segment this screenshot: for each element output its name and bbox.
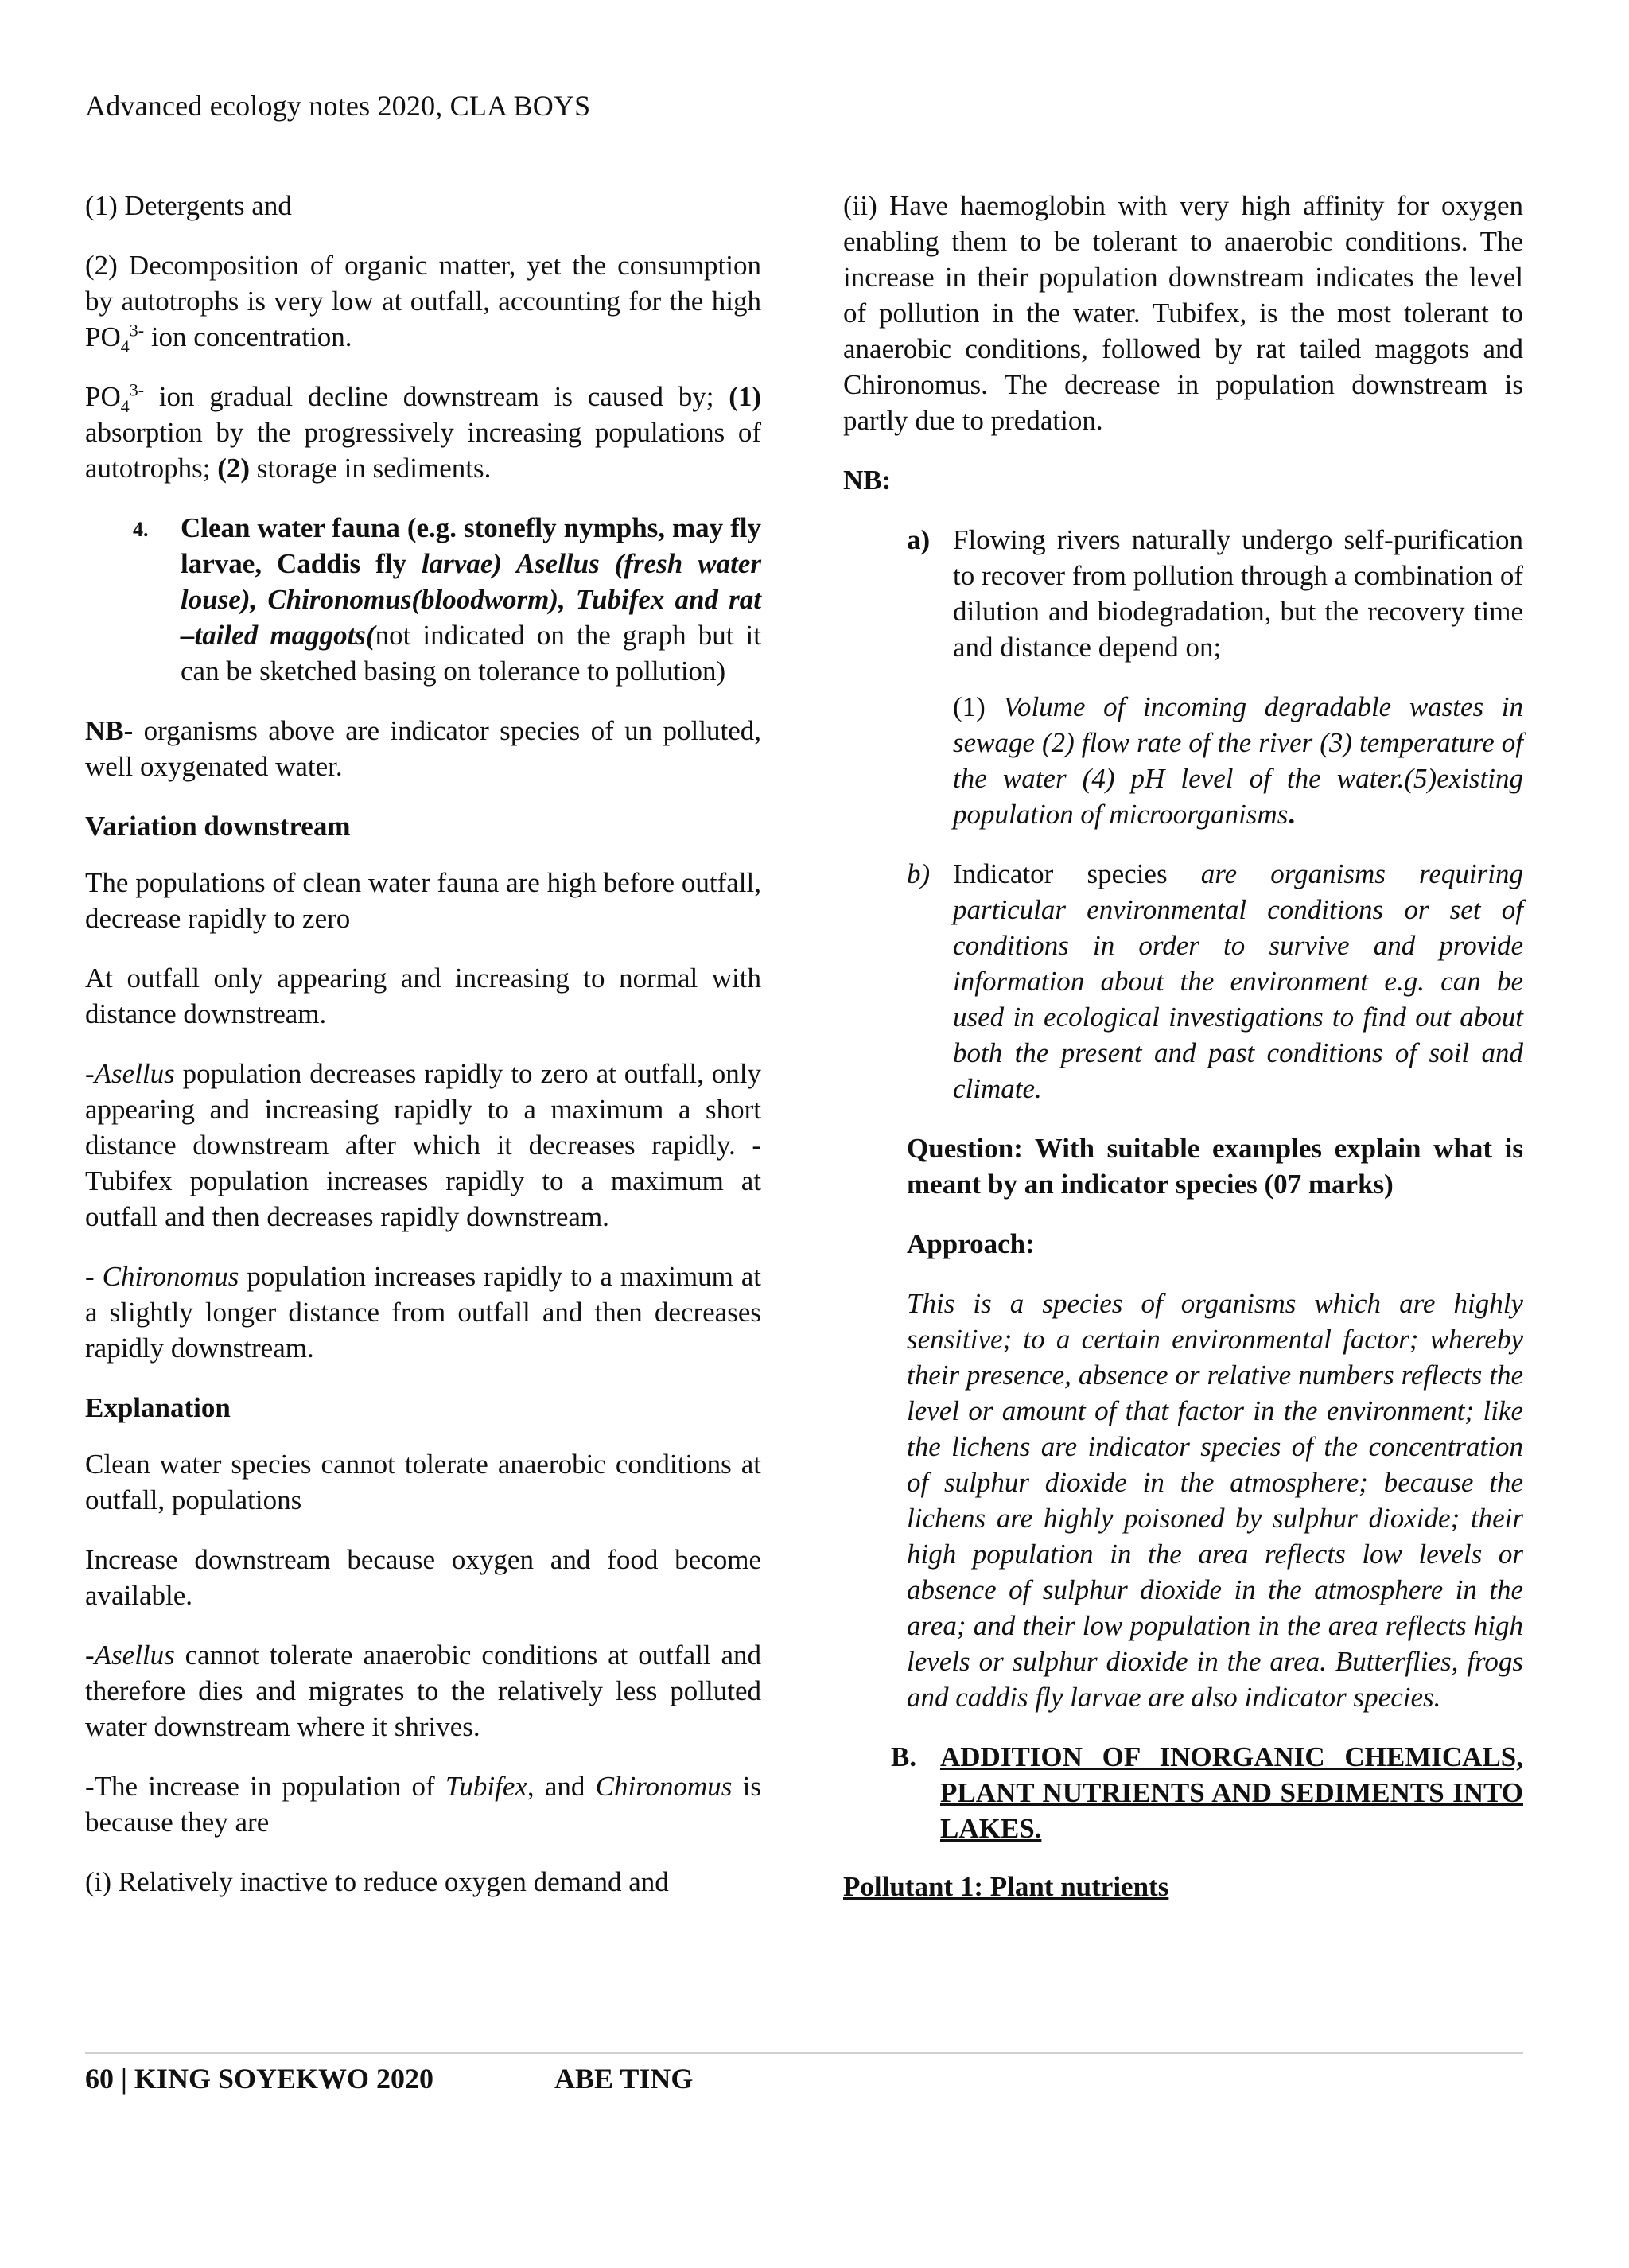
footer-right: ABE TING <box>554 2063 694 2095</box>
paragraph: Clean water species cannot tolerate anaerobic conditions at outfall, populations <box>85 1449 761 1515</box>
section-b-heading: B. ADDITION OF INORGANIC CHEMICALS, PLANT NUTRIENTS AND SEDIMENTS INTO LAKES. <box>843 1739 1523 1846</box>
paragraph: -Asellus population decreases rapidly to zero at outfall, only appearing and increasing rapidly to a maximum a short distance downstream after which it decreases rapidly. -Tubifex population increases rapidly to a maximum at outfall and then decreases rapidly downstream. <box>85 1058 761 1232</box>
note: NB- organisms above are indicator species of un polluted, well oxygenated water. <box>85 715 761 782</box>
paragraph: -The increase in population of Tubifex, and Chironomus is because they are <box>85 1771 761 1838</box>
paragraph: -Asellus cannot tolerate anaerobic conditions at outfall and therefore dies and migrates to the relatively less polluted water downstream where it shrives. <box>85 1640 761 1742</box>
paragraph: (i) Relatively inactive to reduce oxygen demand and <box>85 1866 669 1897</box>
factors-list: (1) Volume of incoming degradable wastes in sewage (2) flow rate of the river (3) temperature of the water (4) pH level of the water.(5)existing population of microorganisms. <box>953 691 1523 830</box>
paragraph: (1) Detergents and <box>85 190 292 221</box>
paragraph: At outfall only appearing and increasing to normal with distance downstream. <box>85 963 761 1029</box>
page-header: Advanced ecology notes 2020, CLA BOYS <box>85 90 591 122</box>
paragraph: $PO_4^{3-}$ ion gradual decline downstream is caused by; (1) absorption by the progressively increasing populations of autotrophs; (2) storage in sediments. <box>85 379 761 484</box>
lettered-item-a: a) Flowing rivers naturally undergo self-purification to recover from pollution through a combination of dilution and biodegradation, but the recovery time and distance depend on; <box>843 522 1523 665</box>
numbered-item-4: 4. Clean water fauna (e.g. stonefly nymphs, may fly larvae, Caddis fly larvae) Asellus (fresh water louse), Chironomus(bloodworm), Tubifex and rat –tailed maggots(not indicated on the graph but it can be sketched basing on tolerance to pollution) <box>133 512 762 687</box>
paragraph: - Chironomus population increases rapidly to a maximum at a slightly longer distance from outfall and then decreases rapidly downstream. <box>85 1261 761 1364</box>
footer-left: 60 | KING SOYEKWO 2020 <box>85 2063 433 2095</box>
paragraph: (2) Decomposition of organic matter, yet the consumption by autotrophs is very low at outfall, accounting for the high $PO_4^{3-}$ ion concentration. <box>85 250 761 356</box>
paragraph: The populations of clean water fauna are high before outfall, decrease rapidly to zero <box>85 867 761 934</box>
subheading: Pollutant 1: Plant nutrients <box>843 1871 1169 1902</box>
note-heading: NB: <box>843 465 892 496</box>
section-heading: Variation downstream <box>85 811 351 842</box>
paragraph: (ii) Have haemoglobin with very high affinity for oxygen enabling them to be tolerant to anaerobic conditions. The increase in their population downstream indicates the level of pollution in the water. Tubifex, is the most tolerant to anaerobic conditions, followed by rat tailed maggots and Chironomus. The decrease in population downstream is partly due to predation. <box>843 190 1523 436</box>
item-letter: b) <box>907 858 931 889</box>
lettered-item-b: b) Indicator species are organisms requiring particular environmental conditions or set of conditions in order to survive and provide information about the environment e.g. can be used in ecological investigations to find out about both the present and past conditions of soil and climate. <box>843 856 1523 1107</box>
item-letter: a) <box>907 524 931 555</box>
question: Question: With suitable examples explain what is meant by an indicator species (07 marks) <box>907 1133 1523 1200</box>
page-footer <box>85 2062 694 2095</box>
section-heading: Explanation <box>85 1392 231 1423</box>
right-column <box>843 188 1523 1928</box>
paragraph: Increase downstream because oxygen and food become available. <box>85 1544 761 1611</box>
answer: This is a species of organisms which are highly sensitive; to a certain environmental factor; whereby their presence, absence or relative numbers reflects the level or amount of that factor in the environment; like the lichens are indicator species of the concentration of sulphur dioxide in the atmosphere; because the lichens are highly poisoned by sulphur dioxide; their high population in the area reflects low levels or absence of sulphur dioxide in the atmosphere in the area; and their low population in the area reflects high levels or sulphur dioxide in the area. Butterflies, frogs and caddis fly larvae are also indicator species. <box>907 1288 1523 1713</box>
section-letter: B. <box>891 1741 917 1772</box>
left-column <box>85 188 761 1924</box>
footer-divider <box>85 2052 1523 2054</box>
approach-heading: Approach: <box>907 1228 1035 1259</box>
item-number: 4. <box>133 518 149 541</box>
